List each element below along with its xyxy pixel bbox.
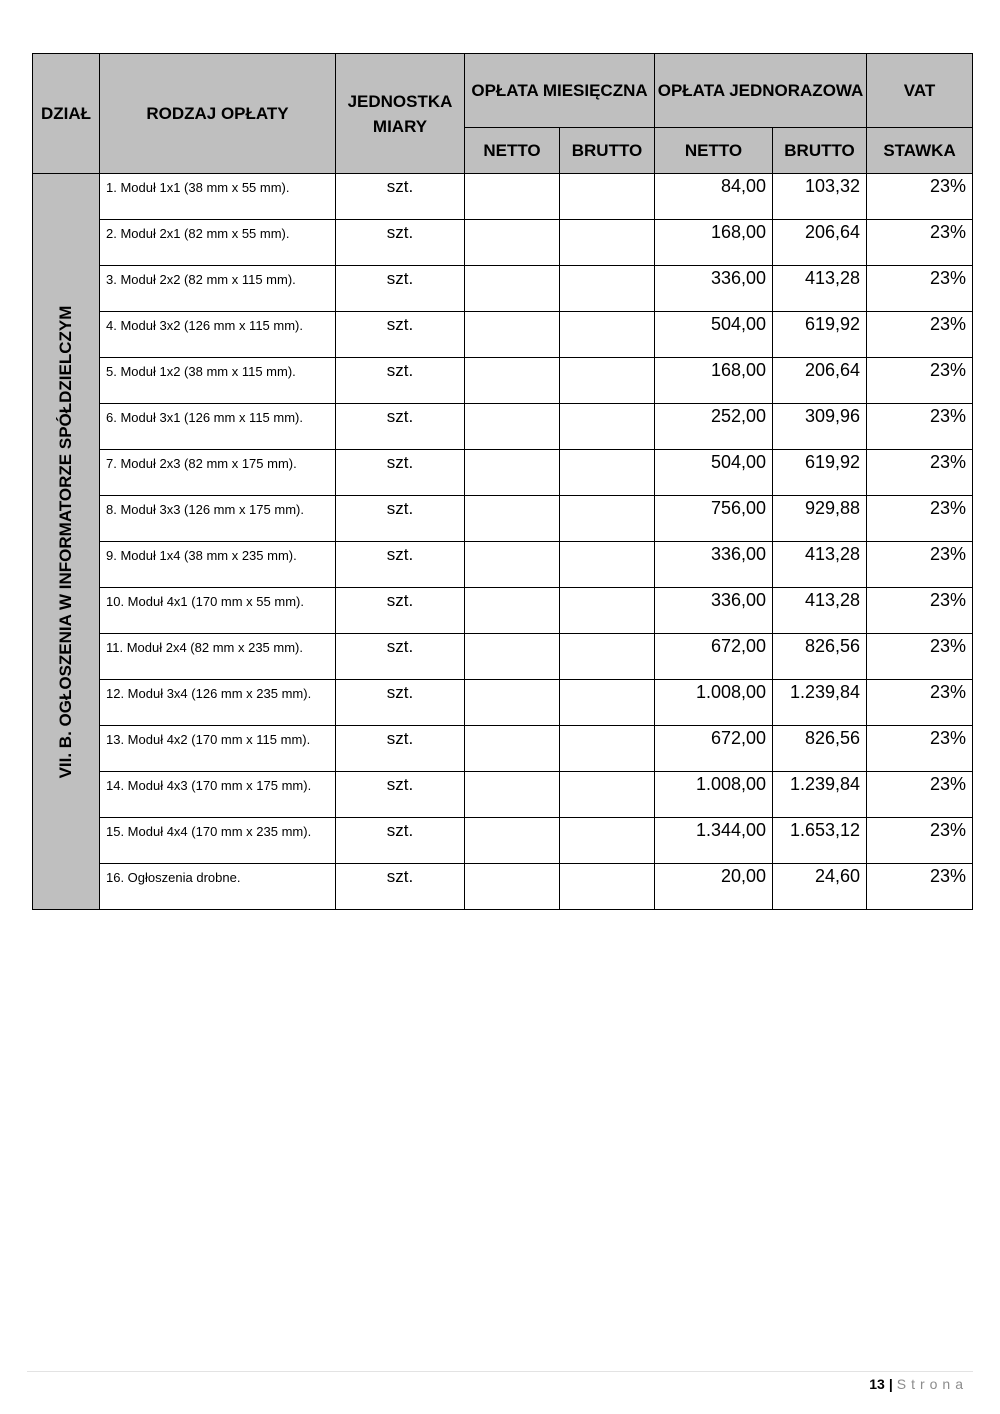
one-time-netto-cell: 84,00 (655, 174, 773, 220)
monthly-netto-cell (465, 864, 560, 910)
unit-cell: szt. (336, 404, 465, 450)
monthly-netto-cell (465, 266, 560, 312)
vat-rate-cell: 23% (867, 266, 973, 312)
fee-name-cell: 5. Moduł 1x2 (38 mm x 115 mm). (100, 358, 336, 404)
fee-name-cell: 10. Moduł 4x1 (170 mm x 55 mm). (100, 588, 336, 634)
monthly-brutto-cell (560, 220, 655, 266)
fee-name-cell: 7. Moduł 2x3 (82 mm x 175 mm). (100, 450, 336, 496)
vat-rate-cell: 23% (867, 864, 973, 910)
monthly-netto-cell (465, 818, 560, 864)
vat-rate-cell: 23% (867, 680, 973, 726)
header-vat: VAT (867, 54, 973, 128)
monthly-brutto-cell (560, 864, 655, 910)
unit-cell: szt. (336, 864, 465, 910)
one-time-brutto-cell: 309,96 (773, 404, 867, 450)
monthly-netto-cell (465, 680, 560, 726)
unit-cell: szt. (336, 726, 465, 772)
one-time-netto-cell: 756,00 (655, 496, 773, 542)
fee-name-cell: 1. Moduł 1x1 (38 mm x 55 mm). (100, 174, 336, 220)
vat-rate-cell: 23% (867, 358, 973, 404)
vat-rate-cell: 23% (867, 542, 973, 588)
unit-cell: szt. (336, 266, 465, 312)
fee-name-cell: 15. Moduł 4x4 (170 mm x 235 mm). (100, 818, 336, 864)
monthly-netto-cell (465, 542, 560, 588)
fee-name-cell: 14. Moduł 4x3 (170 mm x 175 mm). (100, 772, 336, 818)
one-time-brutto-cell: 929,88 (773, 496, 867, 542)
table-row (33, 496, 973, 542)
header-jednostka-miary: JEDNOSTKA MIARY (336, 54, 465, 174)
header-jednorazowa-brutto: BRUTTO (773, 128, 867, 174)
one-time-netto-cell: 504,00 (655, 450, 773, 496)
one-time-netto-cell: 168,00 (655, 358, 773, 404)
one-time-brutto-cell: 826,56 (773, 726, 867, 772)
table-row (33, 450, 973, 496)
table-row (33, 312, 973, 358)
monthly-netto-cell (465, 726, 560, 772)
vat-rate-cell: 23% (867, 772, 973, 818)
monthly-netto-cell (465, 358, 560, 404)
one-time-netto-cell: 20,00 (655, 864, 773, 910)
header-oplata-miesieczna: OPŁATA MIESIĘCZNA (465, 54, 655, 128)
fee-name-cell: 13. Moduł 4x2 (170 mm x 115 mm). (100, 726, 336, 772)
one-time-netto-cell: 672,00 (655, 634, 773, 680)
page-word: Strona (896, 1376, 968, 1392)
fee-name-cell: 6. Moduł 3x1 (126 mm x 115 mm). (100, 404, 336, 450)
monthly-netto-cell (465, 174, 560, 220)
header-miesieczna-netto: NETTO (465, 128, 560, 174)
unit-cell: szt. (336, 634, 465, 680)
monthly-netto-cell (465, 588, 560, 634)
header-rodzaj-oplaty: RODZAJ OPŁATY (100, 54, 336, 174)
one-time-brutto-cell: 413,28 (773, 588, 867, 634)
footer-divider (27, 1371, 973, 1372)
one-time-netto-cell: 336,00 (655, 266, 773, 312)
one-time-brutto-cell: 826,56 (773, 634, 867, 680)
table-row (33, 680, 973, 726)
monthly-netto-cell (465, 450, 560, 496)
header-jednorazowa-netto: NETTO (655, 128, 773, 174)
monthly-brutto-cell (560, 404, 655, 450)
monthly-brutto-cell (560, 772, 655, 818)
page-number: 13 (869, 1376, 885, 1392)
monthly-brutto-cell (560, 726, 655, 772)
table-row (33, 358, 973, 404)
monthly-brutto-cell (560, 588, 655, 634)
table-row (33, 726, 973, 772)
one-time-netto-cell: 252,00 (655, 404, 773, 450)
one-time-brutto-cell: 1.239,84 (773, 772, 867, 818)
fee-name-cell: 12. Moduł 3x4 (126 mm x 235 mm). (100, 680, 336, 726)
one-time-netto-cell: 1.344,00 (655, 818, 773, 864)
fee-name-cell: 16. Ogłoszenia drobne. (100, 864, 336, 910)
unit-cell: szt. (336, 220, 465, 266)
table-row (33, 588, 973, 634)
monthly-netto-cell (465, 772, 560, 818)
monthly-netto-cell (465, 312, 560, 358)
vat-rate-cell: 23% (867, 312, 973, 358)
one-time-brutto-cell: 206,64 (773, 358, 867, 404)
unit-cell: szt. (336, 496, 465, 542)
one-time-netto-cell: 336,00 (655, 542, 773, 588)
one-time-brutto-cell: 24,60 (773, 864, 867, 910)
table-row (33, 634, 973, 680)
table-row (33, 404, 973, 450)
fee-table (32, 53, 973, 910)
vat-rate-cell: 23% (867, 726, 973, 772)
one-time-netto-cell: 1.008,00 (655, 772, 773, 818)
vat-rate-cell: 23% (867, 450, 973, 496)
monthly-brutto-cell (560, 266, 655, 312)
fee-table-body (33, 174, 973, 910)
fee-name-cell: 8. Moduł 3x3 (126 mm x 175 mm). (100, 496, 336, 542)
one-time-brutto-cell: 1.653,12 (773, 818, 867, 864)
one-time-netto-cell: 1.008,00 (655, 680, 773, 726)
section-label: VII. B. OGŁOSZENIA W INFORMATORZE SPÓŁDZIELCZYM (56, 305, 75, 778)
table-row (33, 864, 973, 910)
monthly-brutto-cell (560, 818, 655, 864)
monthly-brutto-cell (560, 174, 655, 220)
vat-rate-cell: 23% (867, 174, 973, 220)
unit-cell: szt. (336, 772, 465, 818)
table-row (33, 266, 973, 312)
unit-cell: szt. (336, 542, 465, 588)
monthly-netto-cell (465, 404, 560, 450)
vat-rate-cell: 23% (867, 818, 973, 864)
page-footer (869, 1376, 968, 1392)
vat-rate-cell: 23% (867, 496, 973, 542)
one-time-netto-cell: 336,00 (655, 588, 773, 634)
unit-cell: szt. (336, 174, 465, 220)
monthly-brutto-cell (560, 496, 655, 542)
fee-name-cell: 4. Moduł 3x2 (126 mm x 115 mm). (100, 312, 336, 358)
monthly-brutto-cell (560, 450, 655, 496)
fee-name-cell: 11. Moduł 2x4 (82 mm x 235 mm). (100, 634, 336, 680)
unit-cell: szt. (336, 358, 465, 404)
header-oplata-jednorazowa: OPŁATA JEDNORAZOWA (655, 54, 867, 128)
header-miesieczna-brutto: BRUTTO (560, 128, 655, 174)
vat-rate-cell: 23% (867, 220, 973, 266)
one-time-brutto-cell: 619,92 (773, 312, 867, 358)
one-time-netto-cell: 672,00 (655, 726, 773, 772)
one-time-brutto-cell: 619,92 (773, 450, 867, 496)
one-time-netto-cell: 168,00 (655, 220, 773, 266)
header-dzial: DZIAŁ (33, 54, 100, 174)
monthly-netto-cell (465, 634, 560, 680)
table-row (33, 174, 973, 220)
unit-cell: szt. (336, 588, 465, 634)
monthly-brutto-cell (560, 358, 655, 404)
fee-name-cell: 2. Moduł 2x1 (82 mm x 55 mm). (100, 220, 336, 266)
one-time-brutto-cell: 1.239,84 (773, 680, 867, 726)
table-row (33, 542, 973, 588)
vat-rate-cell: 23% (867, 634, 973, 680)
table-row (33, 818, 973, 864)
one-time-brutto-cell: 103,32 (773, 174, 867, 220)
header-vat-stawka: STAWKA (867, 128, 973, 174)
unit-cell: szt. (336, 818, 465, 864)
unit-cell: szt. (336, 450, 465, 496)
one-time-brutto-cell: 413,28 (773, 542, 867, 588)
monthly-netto-cell (465, 496, 560, 542)
unit-cell: szt. (336, 312, 465, 358)
fee-name-cell: 9. Moduł 1x4 (38 mm x 235 mm). (100, 542, 336, 588)
unit-cell: szt. (336, 680, 465, 726)
section-cell (33, 174, 100, 910)
footer-separator: | (888, 1376, 893, 1392)
vat-rate-cell: 23% (867, 588, 973, 634)
monthly-netto-cell (465, 220, 560, 266)
table-row (33, 220, 973, 266)
one-time-brutto-cell: 413,28 (773, 266, 867, 312)
one-time-brutto-cell: 206,64 (773, 220, 867, 266)
monthly-brutto-cell (560, 312, 655, 358)
fee-name-cell: 3. Moduł 2x2 (82 mm x 115 mm). (100, 266, 336, 312)
monthly-brutto-cell (560, 680, 655, 726)
monthly-brutto-cell (560, 542, 655, 588)
vat-rate-cell: 23% (867, 404, 973, 450)
table-row (33, 772, 973, 818)
one-time-netto-cell: 504,00 (655, 312, 773, 358)
monthly-brutto-cell (560, 634, 655, 680)
